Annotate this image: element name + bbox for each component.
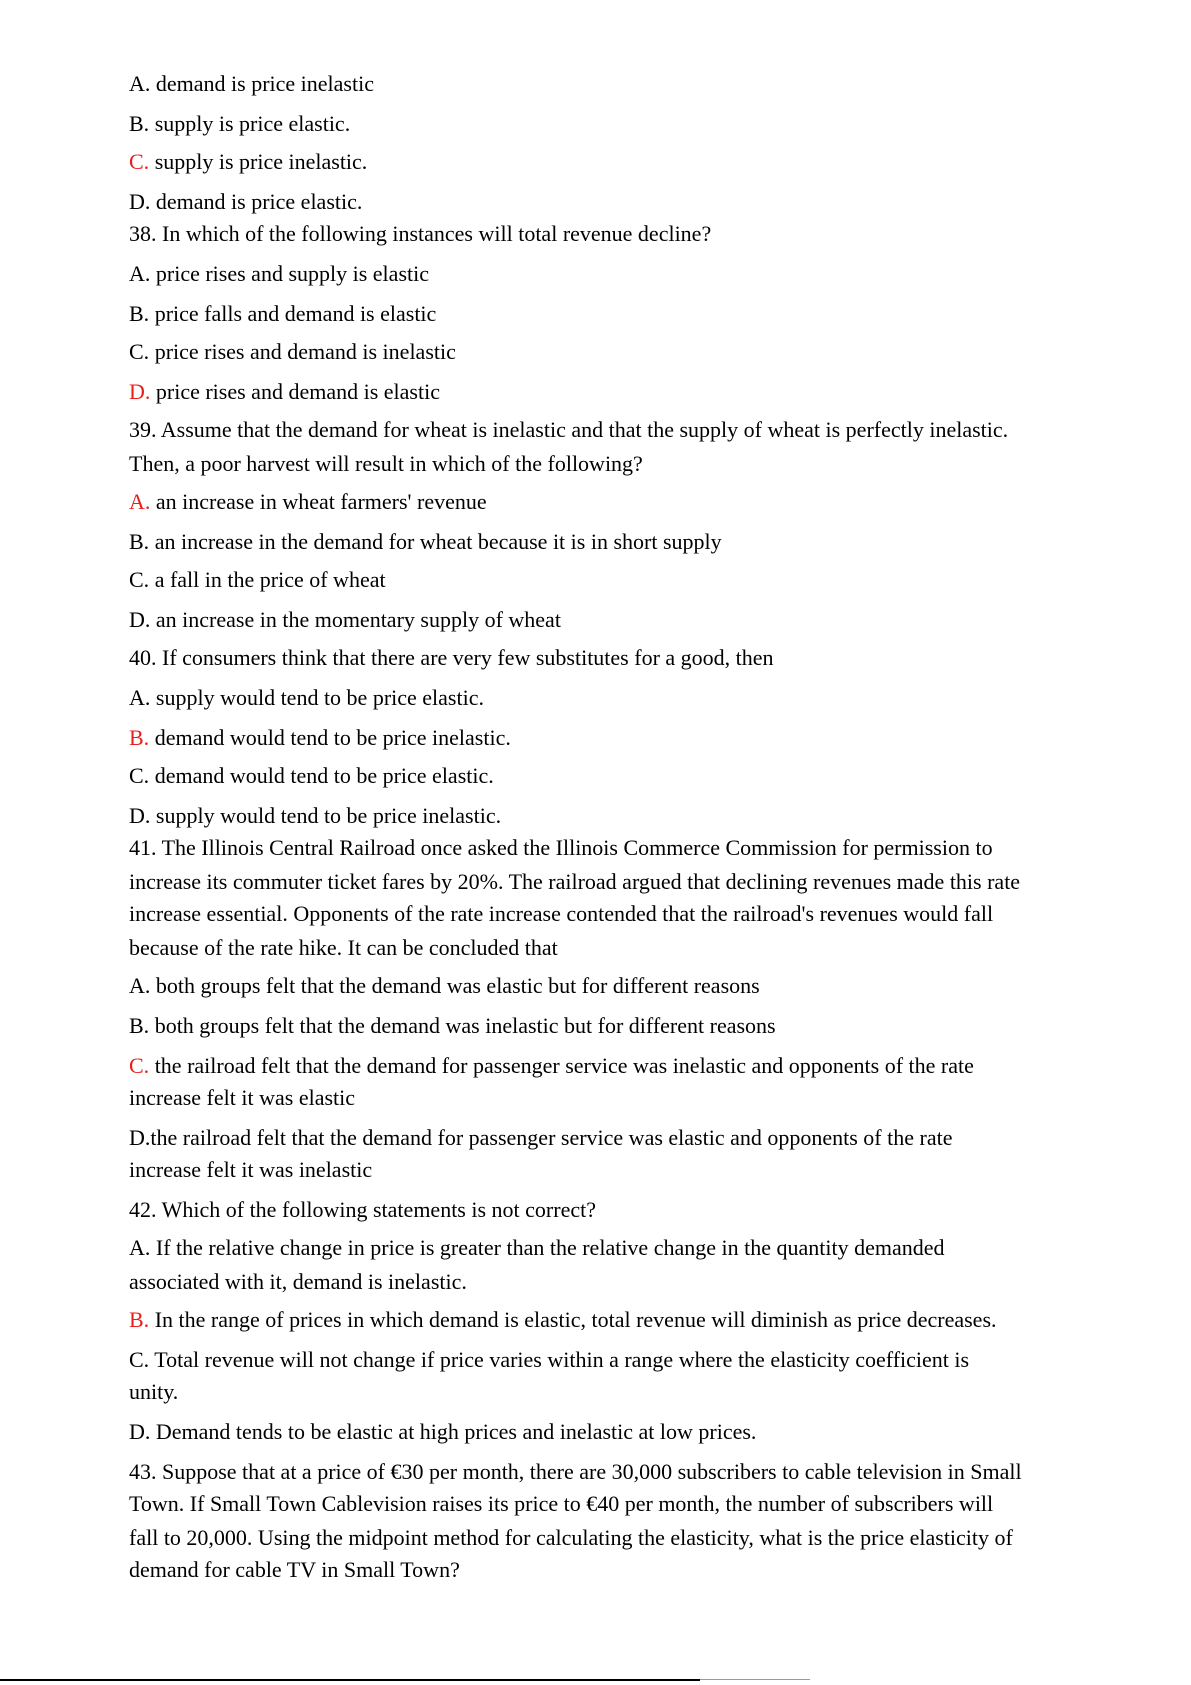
q39-option-d: D. an increase in the momentary supply of wheat (129, 607, 561, 632)
answer-marker: A. (129, 489, 151, 514)
q42-option-c-line1: C. Total revenue will not change if price varies within a range where the elasticity coefficient is (129, 1347, 970, 1372)
q40-option-a: A. supply would tend to be price elastic. (129, 685, 484, 710)
footer-rule (0, 1679, 700, 1681)
q40-question: 40. If consumers think that there are very few substitutes for a good, then (129, 645, 774, 670)
answer-marker: D. (129, 379, 151, 404)
q38-question: 38. In which of the following instances will total revenue decline? (129, 221, 712, 246)
q41-option-d-line2: increase felt it was inelastic (129, 1157, 373, 1182)
answer-marker: C. (129, 149, 150, 174)
q42-option-b: B. In the range of prices in which demand is elastic, total revenue will diminish as price decreases. (129, 1307, 997, 1332)
q41-question-line2: increase its commuter ticket fares by 20%. The railroad argued that declining revenues made this rate (129, 869, 1021, 894)
q40-option-c: C. demand would tend to be price elastic. (129, 763, 494, 788)
q43-question-line1: 43. Suppose that at a price of €30 per month, there are 30,000 subscribers to cable television in Small (129, 1459, 1022, 1484)
q37-option-c: C. supply is price inelastic. (129, 149, 368, 174)
q43-question-line2: Town. If Small Town Cablevision raises its price to €40 per month, the number of subscribers will (129, 1491, 994, 1516)
q40-option-b: B. demand would tend to be price inelastic. (129, 725, 511, 750)
q42-option-a-line2: associated with it, demand is inelastic. (129, 1269, 467, 1294)
q38-option-d: D. price rises and demand is elastic (129, 379, 440, 404)
q41-option-c-line2: increase felt it was elastic (129, 1085, 356, 1110)
q37-option-b: B. supply is price elastic. (129, 111, 351, 136)
q39-option-a: A. an increase in wheat farmers' revenue (129, 489, 487, 514)
q41-option-d-line1: D.the railroad felt that the demand for passenger service was elastic and opponents of the rate (129, 1125, 953, 1150)
q41-option-b: B. both groups felt that the demand was inelastic but for different reasons (129, 1013, 776, 1038)
q39-question-line1: 39. Assume that the demand for wheat is inelastic and that the supply of wheat is perfectly inelastic. (129, 417, 1009, 442)
q42-option-d: D. Demand tends to be elastic at high prices and inelastic at low prices. (129, 1419, 757, 1444)
q41-question-line3: increase essential. Opponents of the rate increase contended that the railroad's revenues would fall (129, 901, 994, 926)
q42-option-a-line1: A. If the relative change in price is greater than the relative change in the quantity demanded (129, 1235, 945, 1260)
q43-question-line4: demand for cable TV in Small Town? (129, 1557, 460, 1582)
q39-option-c: C. a fall in the price of wheat (129, 567, 386, 592)
q39-option-b: B. an increase in the demand for wheat because it is in short supply (129, 529, 722, 554)
footer-rule-faint (700, 1679, 810, 1680)
q43-question-line3: fall to 20,000. Using the midpoint method for calculating the elasticity, what is the price elasticity of (129, 1525, 1013, 1550)
q41-option-c-line1: C. the railroad felt that the demand for passenger service was inelastic and opponents of the rate (129, 1053, 974, 1078)
q37-option-a: A. demand is price inelastic (129, 71, 374, 96)
q38-option-b: B. price falls and demand is elastic (129, 301, 437, 326)
q42-option-c-line2: unity. (129, 1379, 179, 1404)
q41-option-a: A. both groups felt that the demand was elastic but for different reasons (129, 973, 760, 998)
q38-option-c: C. price rises and demand is inelastic (129, 339, 456, 364)
q39-question-line2: Then, a poor harvest will result in which of the following? (129, 451, 643, 476)
q41-question-line4: because of the rate hike. It can be concluded that (129, 935, 558, 960)
q38-option-a: A. price rises and supply is elastic (129, 261, 429, 286)
answer-marker: C. (129, 1053, 150, 1078)
answer-marker: B. (129, 725, 150, 750)
q40-option-d: D. supply would tend to be price inelastic. (129, 803, 502, 828)
q42-question: 42. Which of the following statements is not correct? (129, 1197, 596, 1222)
answer-marker: B. (129, 1307, 150, 1332)
q37-option-d: D. demand is price elastic. (129, 189, 363, 214)
q41-question-line1: 41. The Illinois Central Railroad once asked the Illinois Commerce Commission for permission to (129, 835, 993, 860)
